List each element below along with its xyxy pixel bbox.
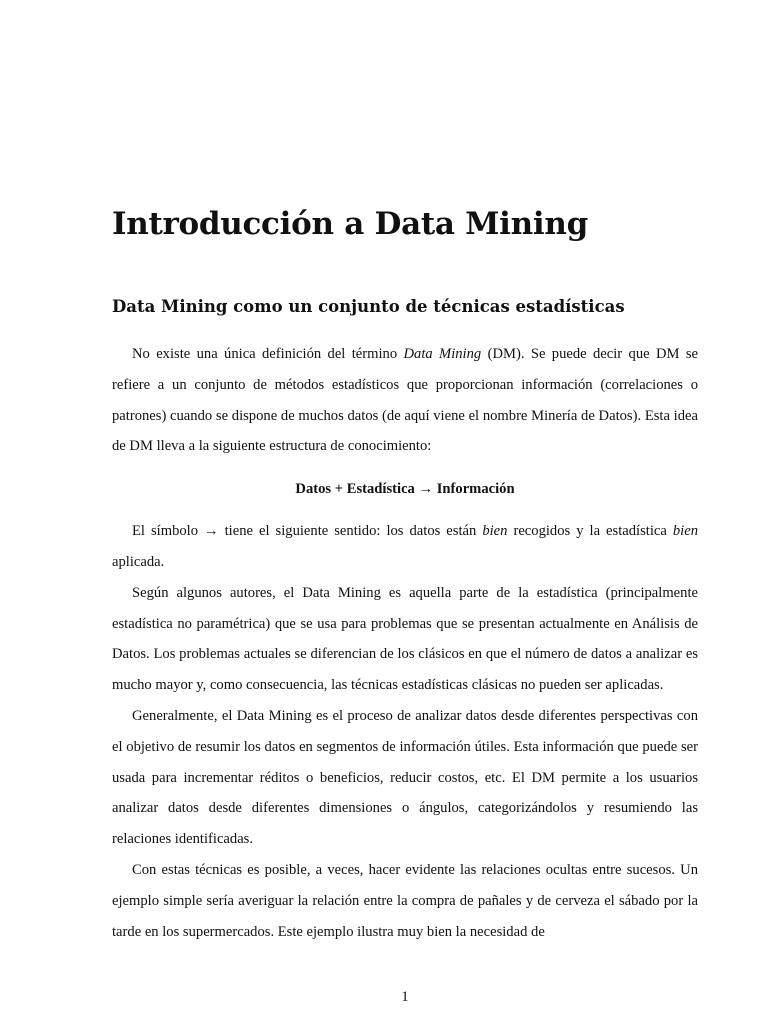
formula-plus: + [334, 481, 344, 498]
paragraph-5: Con estas técnicas es posible, a veces, hacer evidente las relaciones ocultas entre sucesos. Un ejemplo simple sería averiguar la relación entre la compra de pañales y de cerveza el sábado por la tarde en los supermercados. Este ejemplo ilustra muy bien la necesidad de [112, 861, 698, 940]
emphasis-bien-2: bien [672, 523, 698, 540]
paragraph-3: Según algunos autores, el Data Mining es aquella parte de la estadística (principalmente estadística no paramétrica) que se usa para problemas que se presentan actualmente en Análisis de Datos. Los problemas actuales se diferencian de los clásicos en que el número de datos a analizar es mucho mayor y, como consecuencia, las técnicas estadísticas clásicas no pueden ser aplicadas. [112, 584, 698, 694]
formula-estadistica: Estadística [346, 481, 415, 498]
formula [112, 474, 698, 504]
page-number: 1 [401, 989, 409, 1005]
paragraph-2-text-a: El símbolo → tiene el siguiente sentido: los datos están [132, 523, 483, 540]
document-page [112, 0, 698, 1024]
formula-arrow: → [418, 481, 434, 498]
formula-datos: Datos [295, 481, 332, 498]
paragraph-2-text-c: aplicada. [112, 553, 165, 570]
paragraph-1-text-a: No existe una única definición del término [132, 346, 404, 362]
paragraph-1 [112, 339, 698, 462]
section-title: Data Mining como un conjunto de técnicas estadísticas [112, 297, 625, 316]
document-body [112, 339, 698, 947]
paragraph-2 [112, 516, 698, 578]
paragraph-1-text-b: (DM). Se puede decir que DM se refiere a un conjunto de métodos estadísticos que proporcionan información (correlaciones o patrones) cuando se dispone de muchos datos (de aquí viene el nombre Minería de Datos). Esta idea de DM lleva a la siguiente estructura de conocimiento: [112, 346, 698, 455]
formula-informacion: Información [436, 481, 515, 498]
term-data-mining: Data Mining [403, 346, 482, 362]
emphasis-bien-1: bien [482, 523, 508, 540]
paragraph-2-text-b: recogidos y la estadística [507, 523, 673, 540]
chapter-title: Introducción a Data Mining [112, 206, 588, 242]
paragraph-4: Generalmente, el Data Mining es el proceso de analizar datos desde diferentes perspectivas con el objetivo de resumir los datos en segmentos de información útiles. Esta información que puede ser usada para incrementar réditos o beneficios, reducir costos, etc. El DM permite a los usuarios analizar datos desde diferentes dimensiones o ángulos, categorizándolos y resumiendo las relaciones identificadas. [112, 707, 698, 848]
